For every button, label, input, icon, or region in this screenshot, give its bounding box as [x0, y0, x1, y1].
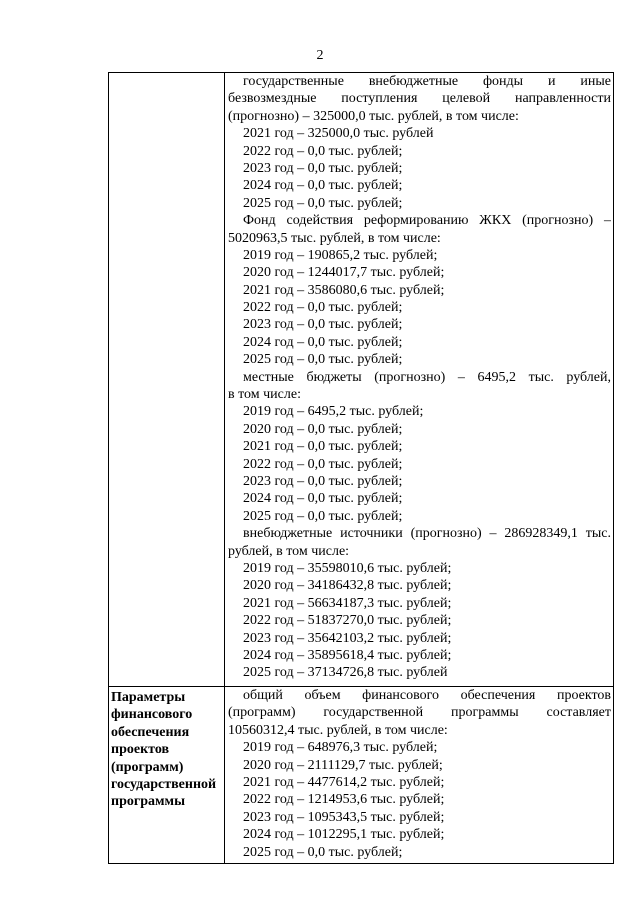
text-line: 2021 год – 325000,0 тыс. рублей	[243, 126, 434, 142]
projects-label	[111, 689, 224, 811]
text-line: 2025 год – 0,0 тыс. рублей;	[243, 844, 403, 860]
text-line: 10560312,4 тыс. рублей, в том числе:	[228, 722, 448, 738]
text-line: 2020 год – 1244017,7 тыс. рублей;	[243, 265, 445, 281]
text-line: 2024 год – 0,0 тыс. рублей;	[243, 491, 403, 507]
text-line: 2022 год – 0,0 тыс. рублей;	[243, 143, 403, 159]
text-line: местные бюджеты (прогнозно) – 6495,2 тыс. рублей,	[243, 369, 611, 385]
row-label-line: проектов	[111, 742, 170, 758]
row-label-line: финансового	[111, 707, 193, 723]
text-line: (программ) государственной программы составляет	[228, 705, 611, 721]
text-line: 2024 год – 35895618,4 тыс. рублей;	[243, 647, 452, 663]
text-line: 2022 год – 0,0 тыс. рублей;	[243, 456, 403, 472]
text-line: 5020963,5 тыс. рублей, в том числе:	[228, 230, 441, 246]
text-line: 2019 год – 6495,2 тыс. рублей;	[243, 404, 424, 420]
text-line: 2021 год – 0,0 тыс. рублей;	[243, 439, 403, 455]
projects-row	[109, 687, 614, 864]
row-label-line: (программ)	[111, 759, 184, 775]
text-line: 2025 год – 0,0 тыс. рублей;	[243, 352, 403, 368]
text-line: 2025 год – 37134726,8 тыс. рублей	[243, 665, 448, 681]
funding-label-cell	[109, 73, 225, 687]
text-line: 2019 год – 190865,2 тыс. рублей;	[243, 247, 438, 263]
text-line: 2024 год – 0,0 тыс. рублей;	[243, 334, 403, 350]
text-line: 2020 год – 34186432,8 тыс. рублей;	[243, 578, 452, 594]
text-line: 2020 год – 0,0 тыс. рублей;	[243, 421, 403, 437]
text-line: общий объем финансового обеспечения проектов	[243, 688, 611, 703]
text-line: государственные внебюджетные фонды и иные	[243, 74, 611, 89]
row-label-line: программы	[111, 794, 185, 810]
row-label-line: Параметры	[111, 690, 186, 705]
text-line: 2023 год – 35642103,2 тыс. рублей;	[243, 630, 452, 646]
row-label-line: обеспечения	[111, 724, 190, 740]
text-line: 2021 год – 56634187,3 тыс. рублей;	[243, 595, 452, 611]
text-line: 2023 год – 0,0 тыс. рублей;	[243, 473, 403, 489]
text-line: Фонд содействия реформированию ЖКХ (прогнозно) –	[243, 213, 611, 229]
text-line: 2025 год – 0,0 тыс. рублей;	[243, 195, 403, 211]
text-line: 2023 год – 0,0 тыс. рублей;	[243, 317, 403, 333]
text-line: 2023 год – 0,0 тыс. рублей;	[243, 160, 403, 176]
text-line: безвозмездные поступления целевой направленности	[228, 91, 611, 107]
text-line: 2023 год – 1095343,5 тыс. рублей;	[243, 809, 445, 825]
text-line: 2024 год – 0,0 тыс. рублей;	[243, 178, 403, 194]
text-line: 2022 год – 51837270,0 тыс. рублей;	[243, 613, 452, 629]
text-line: 2022 год – 1214953,6 тыс. рублей;	[243, 792, 445, 808]
text-line: рублей, в том числе:	[228, 543, 350, 559]
projects-content-cell	[225, 687, 614, 864]
text-line: в том числе:	[228, 387, 301, 403]
funding-lines	[228, 73, 611, 682]
text-line: 2024 год – 1012295,1 тыс. рублей;	[243, 827, 445, 843]
text-line: 2020 год – 2111129,7 тыс. рублей;	[243, 757, 443, 773]
row-label-line: государственной	[111, 777, 217, 793]
text-line: 2019 год – 648976,3 тыс. рублей;	[243, 740, 438, 756]
funding-row	[109, 73, 614, 687]
funding-content-cell	[225, 73, 614, 687]
text-line: 2022 год – 0,0 тыс. рублей;	[243, 300, 403, 316]
text-line: 2021 год – 4477614,2 тыс. рублей;	[243, 774, 445, 790]
text-line: 2021 год – 3586080,6 тыс. рублей;	[243, 282, 445, 298]
page-number: 2	[316, 48, 324, 63]
text-line: внебюджетные источники (прогнозно) – 286928349,1 тыс.	[243, 526, 611, 542]
passport-table	[108, 72, 614, 864]
text-line: 2025 год – 0,0 тыс. рублей;	[243, 508, 403, 524]
projects-lines	[228, 687, 611, 861]
text-line: 2019 год – 35598010,6 тыс. рублей;	[243, 560, 452, 576]
projects-label-cell	[109, 687, 225, 864]
text-line: (прогнозно) – 325000,0 тыс. рублей, в том числе:	[228, 108, 519, 124]
